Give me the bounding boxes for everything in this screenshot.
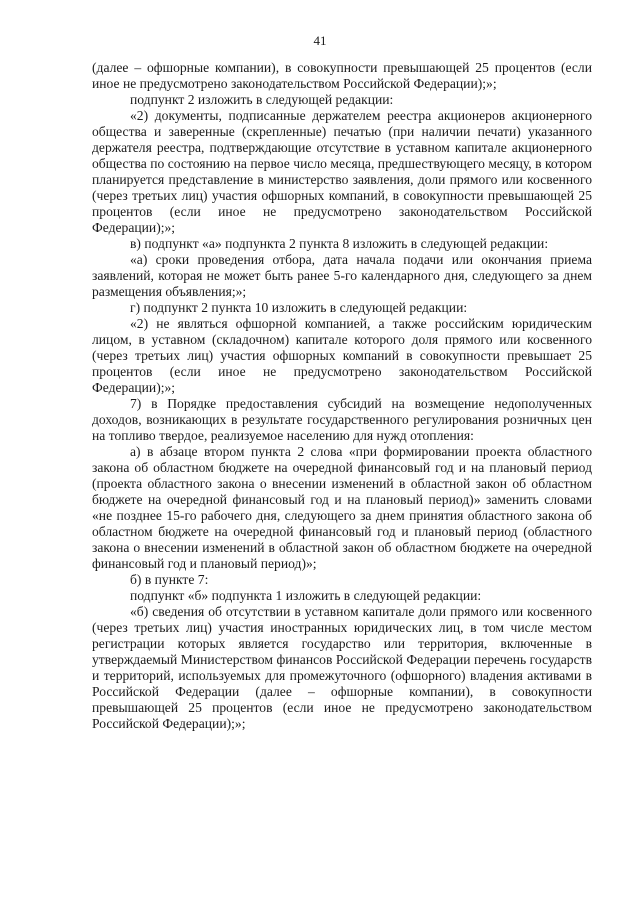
paragraph: «2) не являться офшорной компанией, а также российским юридическим лицом, в уставном (складочном) капитале которого доля прямого или косвенного (через третьих лиц) участия офшорных компаний в совокупности превышает 25 процентов (если иное не предусмотрено законодательством Российской Федерации);»; bbox=[92, 316, 592, 395]
paragraph: (далее – офшорные компании), в совокупности превышающей 25 процентов (если иное не предусмотрено законодательством Российской Федерации);»; bbox=[92, 60, 592, 91]
page-number: 41 bbox=[313, 33, 327, 48]
paragraph: в) подпункт «а» подпункта 2 пункта 8 изложить в следующей редакции: bbox=[130, 236, 549, 251]
paragraph: подпункт «б» подпункта 1 изложить в следующей редакции: bbox=[130, 588, 482, 603]
document-body bbox=[92, 60, 592, 732]
paragraph: «2) документы, подписанные держателем реестра акционеров акционерного общества и заверенные (скрепленные) печатью (при наличии печати) указанного держателя реестра, подтверждающие отсутствие в уставном капитале акционерного общества по состоянию на первое число месяца, предшествующего месяцу, в котором планируется представление в министерство заявления, доли прямого или косвенного (через третьих лиц) участия офшорных компаний, в совокупности превышающей 25 процентов (если иное не предусмотрено законодательством Российской Федерации);»; bbox=[92, 108, 592, 235]
paragraph: 7) в Порядке предоставления субсидий на возмещение недополученных доходов, возникающих в результате государственного регулирования розничных цен на топливо твердое, реализуемое населению для нужд отопления: bbox=[92, 396, 592, 443]
paragraph: подпункт 2 изложить в следующей редакции: bbox=[130, 92, 394, 107]
paragraph: а) в абзаце втором пункта 2 слова «при формировании проекта областного закона об областном бюджете на очередной финансовый год и на плановый период (проекта областного закона о внесении изменений в областной закон об областном бюджете на очередной финансовый год и на плановый период)» заменить словами «не позднее 15-го рабочего дня, следующего за днем принятия областного закона об областном бюджете на очередной финансовый год и плановый период (областного закона о внесении изменений в областной закон об областном бюджете на очередной финансовый год и плановый период)»; bbox=[92, 444, 592, 571]
paragraph: г) подпункт 2 пункта 10 изложить в следующей редакции: bbox=[130, 300, 468, 315]
paragraph: б) в пункте 7: bbox=[130, 572, 209, 587]
paragraph: «б) сведения об отсутствии в уставном капитале доли прямого или косвенного (через третьих лиц) участия иностранных юридических лиц, в том числе местом регистрации которых является государство или территория, включенные в утверждаемый Министерством финансов Российской Федерации перечень государств и территорий, используемых для промежуточного (офшорного) владения активами в Российской Федерации (далее – офшорные компании), в совокупности превышающей 25 процентов (если иное не предусмотрено законодательством Российской Федерации);»; bbox=[92, 604, 592, 731]
paragraph: «а) сроки проведения отбора, дата начала подачи или окончания приема заявлений, которая не может быть ранее 5-го календарного дня, следующего за днем размещения объявления;»; bbox=[92, 252, 592, 299]
